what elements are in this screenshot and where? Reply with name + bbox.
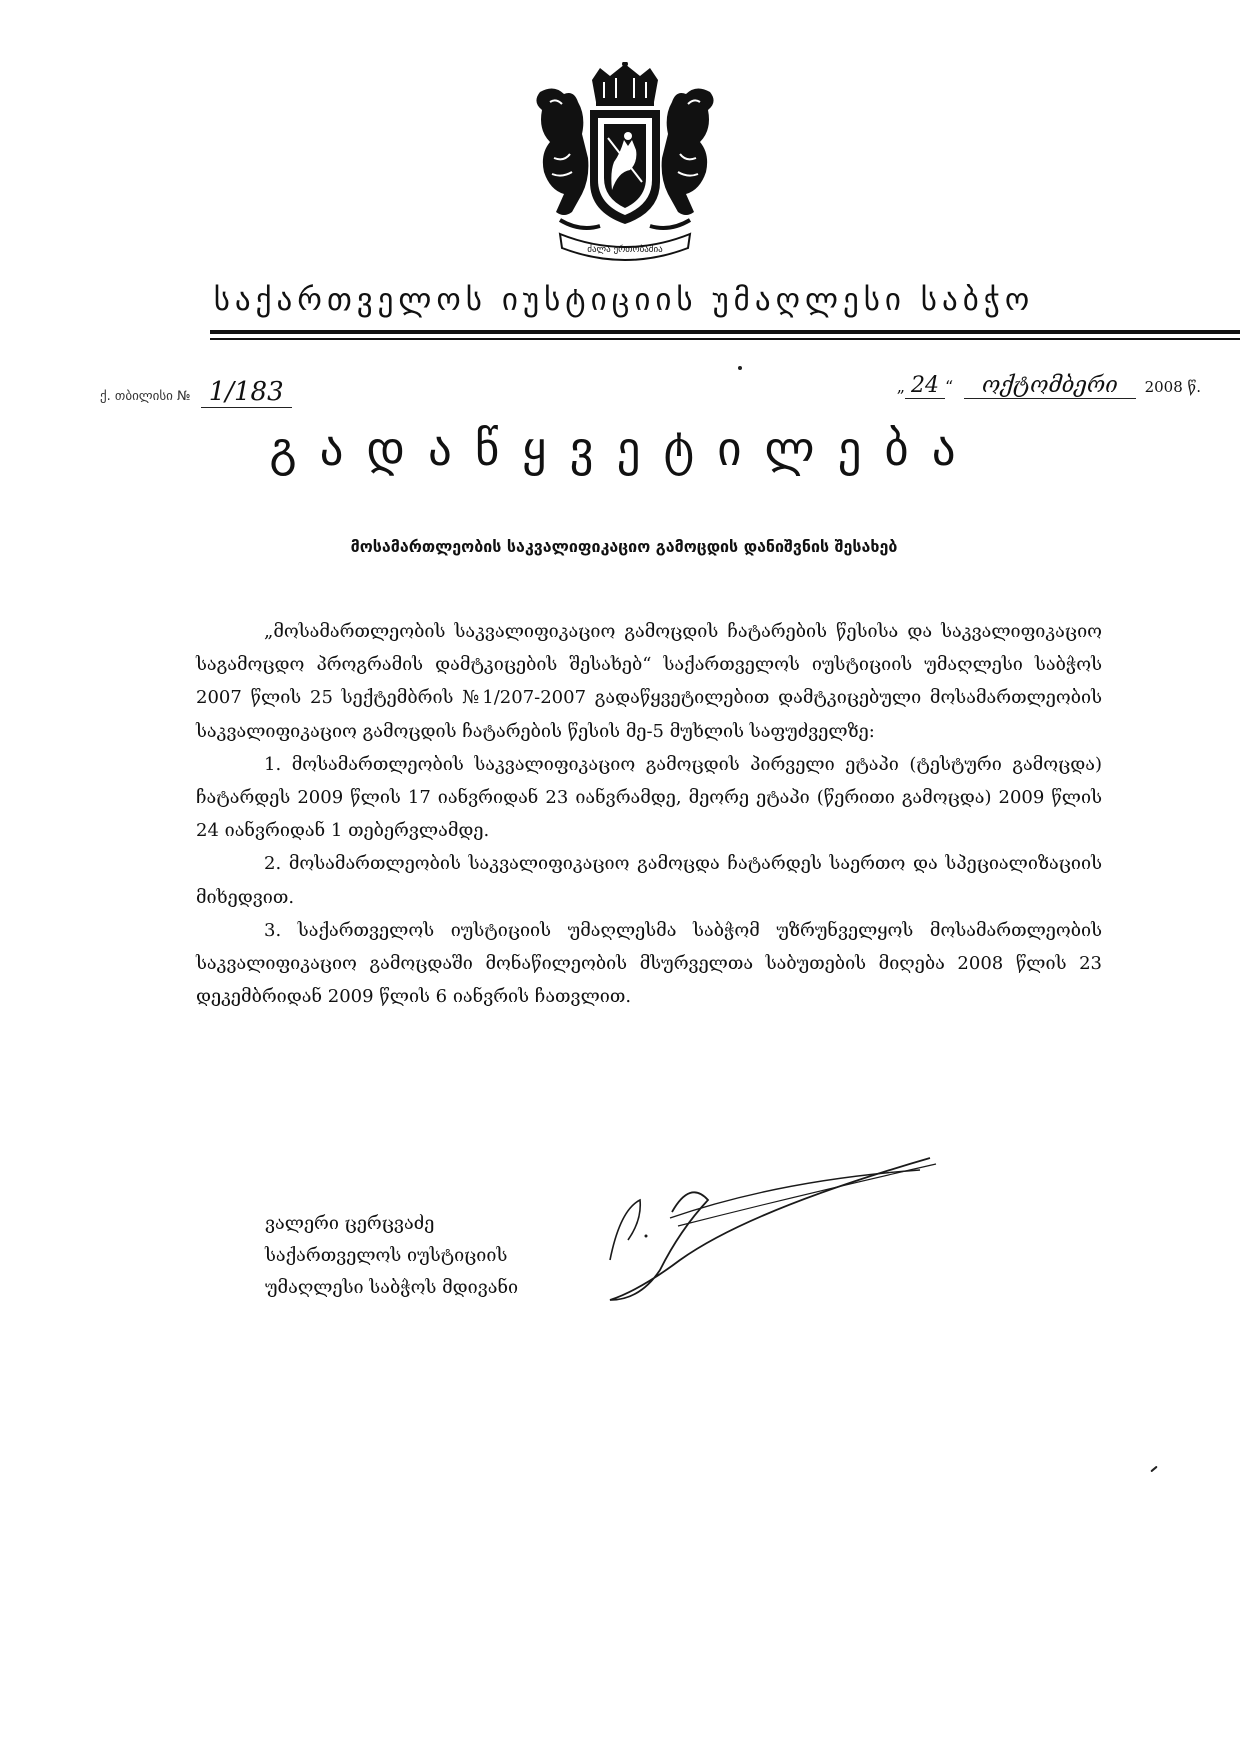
organization-title: საქართველოს იუსტიციის უმაღლესი საბჭო (213, 282, 1035, 318)
signatory-position-line1: საქართველოს იუსტიციის (265, 1245, 508, 1266)
header-rule-thick (210, 330, 1240, 334)
signatory-position-line2: უმაღლესი საბჭოს მდივანი (265, 1277, 519, 1298)
document-number (100, 377, 292, 407)
preamble-paragraph: „მოსამართლეობის საკვალიფიკაციო გამოცდის ჩატარების წესისა და საკვალიფიკაციო საგამოცდო პროგრამის დამტკიცების შესახებ“ საქართველოს იუსტიციის უმაღლესი საბჭოს 2007 წლის 25 სექტემბრის №1/207-2007 გადაწყვეტილებით დამტკიცებული მოსამართლეობის საკვალიფიკაციო გამოცდის ჩატარების წესის მე-5 მუხლის საფუძველზე: (196, 621, 1102, 742)
motto-ribbon (560, 234, 690, 260)
crown-icon (592, 62, 658, 106)
date-year: 2008 წ. (1144, 378, 1201, 396)
document-subject: მოსამართლეობის საკვალიფიკაციო გამოცდის დანიშვნის შესახებ (350, 537, 898, 556)
right-lion-icon (662, 88, 714, 215)
list-item: 2. მოსამართლეობის საკვალიფიკაციო გამოცდა ჩატარდეს საერთო და სპეციალიზაციის მიხედვით. (196, 853, 1102, 908)
document-body (196, 615, 1102, 1013)
list-item: 3. საქართველოს იუსტიციის უმაღლესმა საბჭომ უზრუნველყოს მოსამართლეობის საკვალიფიკაციო გამოცდაში მონაწილეობის მსურველთა საბუთების მიღება 2008 წლის 23 დეკემბრიდან 2009 წლის 6 იანვრის ჩათვლით. (196, 919, 1102, 1008)
date-month: ოქტომბერი (964, 373, 1136, 399)
emblem-motto: ძალა ერთობაშია (587, 245, 663, 255)
date-day: 24 (905, 373, 945, 399)
list-item: 1. მოსამართლეობის საკვალიფიკაციო გამოცდის პირველი ეტაპი (ტესტური გამოცდა) ჩატარდეს 2009 წლის 17 იანვრიდან 23 იანვრამდე, მეორე ეტაპი (წერითი გამოცდა) 2009 წლის 24 იანვრიდან 1 თებერვლამდე. (196, 753, 1102, 842)
number-value: 1/183 (201, 377, 292, 408)
document-type-heading: გადაწყვეტილება (269, 422, 979, 477)
stray-mark (738, 366, 742, 370)
shield-icon (590, 110, 660, 224)
handwritten-signature (600, 1140, 940, 1310)
number-label: ქ. თბილისი № (100, 389, 191, 404)
document-date: „ 24 “ ოქტომბერი 2008 წ. (896, 373, 1201, 398)
header-rule-thin (210, 338, 1240, 340)
coat-of-arms-icon (520, 62, 730, 272)
signatory-name: ვალერი ცერცვაძე (265, 1213, 435, 1234)
signatory-block (265, 1208, 518, 1304)
left-lion-icon (536, 88, 588, 215)
stray-mark (1150, 1466, 1157, 1473)
